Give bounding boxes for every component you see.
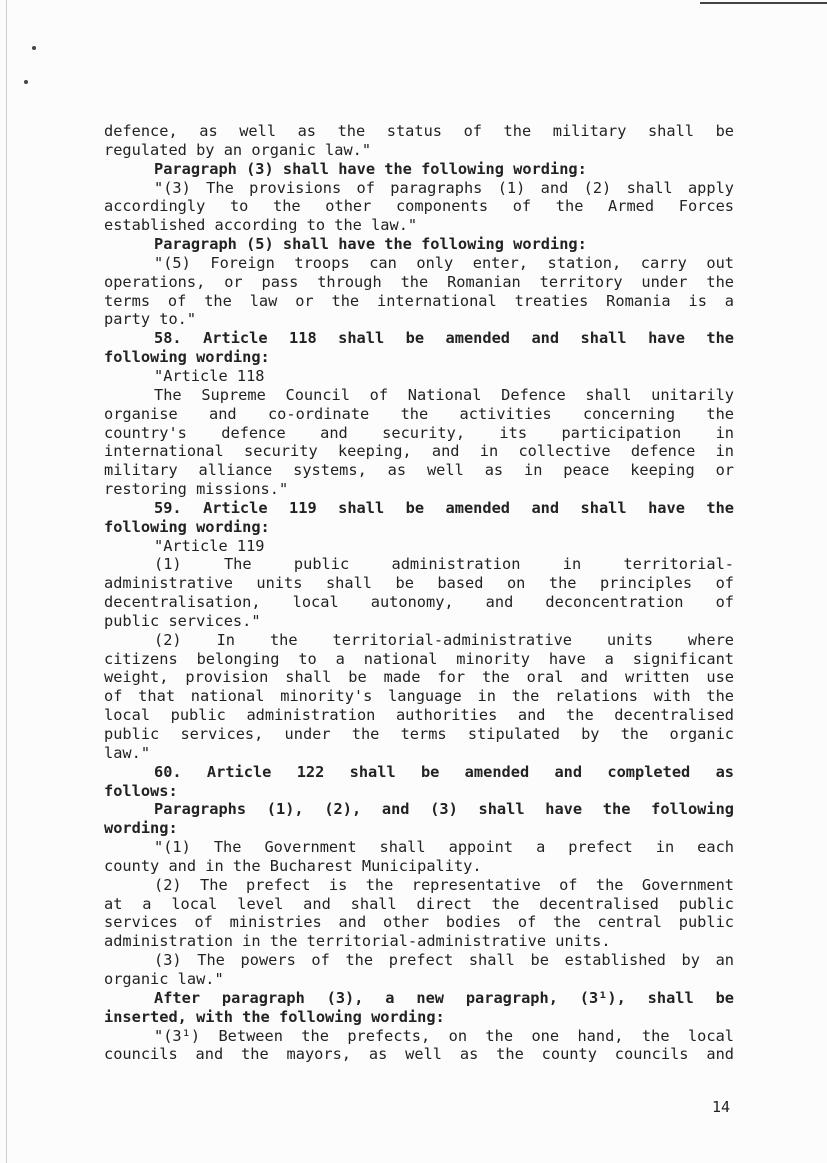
scan-top-rule bbox=[700, 2, 827, 4]
text-line: (3) The powers of the prefect shall be established by an bbox=[154, 951, 734, 970]
text-line: weight, provision shall be made for the oral and written use bbox=[104, 668, 734, 687]
text-line: citizens belonging to a national minority have a significant bbox=[104, 649, 734, 668]
text-line: "(1) The Government shall appoint a prefect in each bbox=[154, 838, 734, 857]
text-line: 60. Article 122 shall be amended and completed as bbox=[154, 762, 734, 781]
text-line: (2) In the territorial-administrative units where bbox=[154, 630, 734, 649]
text-line: law." bbox=[104, 743, 151, 762]
text-line: of that national minority's language in the relations with the bbox=[104, 687, 734, 706]
text-line: public services, under the terms stipulated by the organic bbox=[104, 725, 734, 743]
page-number: 14 bbox=[712, 1098, 731, 1116]
text-line: administrative units shall be based on the principles of bbox=[104, 574, 734, 593]
text-line: established according to the law." bbox=[104, 216, 418, 235]
text-line: councils and the mayors, as well as the county councils and bbox=[104, 1045, 734, 1064]
text-line: After paragraph (3), a new paragraph, (3¹), shall be bbox=[154, 988, 734, 1007]
text-line: at a local level and shall direct the decentralised public bbox=[104, 894, 734, 913]
text-line: "Article 119 bbox=[154, 536, 265, 555]
scan-speck bbox=[24, 80, 28, 84]
text-line: Paragraph (5) shall have the following wording: bbox=[154, 235, 587, 254]
text-line: county and in the Bucharest Municipality. bbox=[104, 856, 482, 875]
text-line: local public administration authorities and the decentralised bbox=[104, 706, 734, 725]
text-line: party to." bbox=[104, 310, 197, 329]
text-line: public services." bbox=[104, 611, 261, 630]
text-line: inserted, with the following wording: bbox=[104, 1007, 445, 1026]
text-line: "(5) Foreign troops can only enter, station, carry out bbox=[154, 253, 734, 272]
text-line: "(3¹) Between the prefects, on the one hand, the local bbox=[154, 1026, 734, 1045]
text-line: organic law." bbox=[104, 969, 224, 988]
text-line: organise and co-ordinate the activities concerning the bbox=[104, 404, 734, 423]
text-line: Paragraphs (1), (2), and (3) shall have the following bbox=[154, 800, 734, 819]
text-line: 59. Article 119 shall be amended and shall have the bbox=[154, 498, 734, 517]
scan-edge-line bbox=[6, 0, 7, 1163]
text-line: terms of the law or the international treaties Romania is a bbox=[104, 291, 734, 310]
text-line: follows: bbox=[104, 781, 178, 800]
text-line: (1) The public administration in territorial- bbox=[154, 555, 734, 574]
text-line: international security keeping, and in collective defence in bbox=[104, 442, 734, 461]
scan-speck bbox=[32, 46, 36, 50]
text-line: operations, or pass through the Romanian territory under the bbox=[104, 272, 734, 291]
text-line: Paragraph (3) shall have the following wording: bbox=[154, 159, 587, 178]
text-line: following wording: bbox=[104, 517, 270, 536]
text-line: restoring missions." bbox=[104, 480, 289, 499]
text-line: following wording: bbox=[104, 348, 270, 367]
text-line: decentralisation, local autonomy, and deconcentration of bbox=[104, 593, 734, 612]
text-line: 58. Article 118 shall be amended and shall have the bbox=[154, 329, 734, 348]
text-line: regulated by an organic law." bbox=[104, 140, 372, 159]
text-line: services of ministries and other bodies of the central public bbox=[104, 913, 734, 932]
text-line: (2) The prefect is the representative of the Government bbox=[154, 875, 734, 894]
text-line: "(3) The provisions of paragraphs (1) and (2) shall apply bbox=[154, 178, 734, 197]
text-line: accordingly to the other components of the Armed Forces bbox=[104, 197, 734, 216]
text-line: The Supreme Council of National Defence shall unitarily bbox=[154, 385, 734, 404]
text-line: defence, as well as the status of the military shall be bbox=[104, 122, 734, 140]
text-line: military alliance systems, as well as in peace keeping or bbox=[104, 461, 734, 480]
text-line: country's defence and security, its participation in bbox=[104, 423, 734, 442]
text-line: "Article 118 bbox=[154, 366, 265, 385]
text-line: wording: bbox=[104, 819, 178, 838]
document-body bbox=[104, 122, 734, 1064]
text-line: administration in the territorial-administrative units. bbox=[104, 932, 611, 951]
